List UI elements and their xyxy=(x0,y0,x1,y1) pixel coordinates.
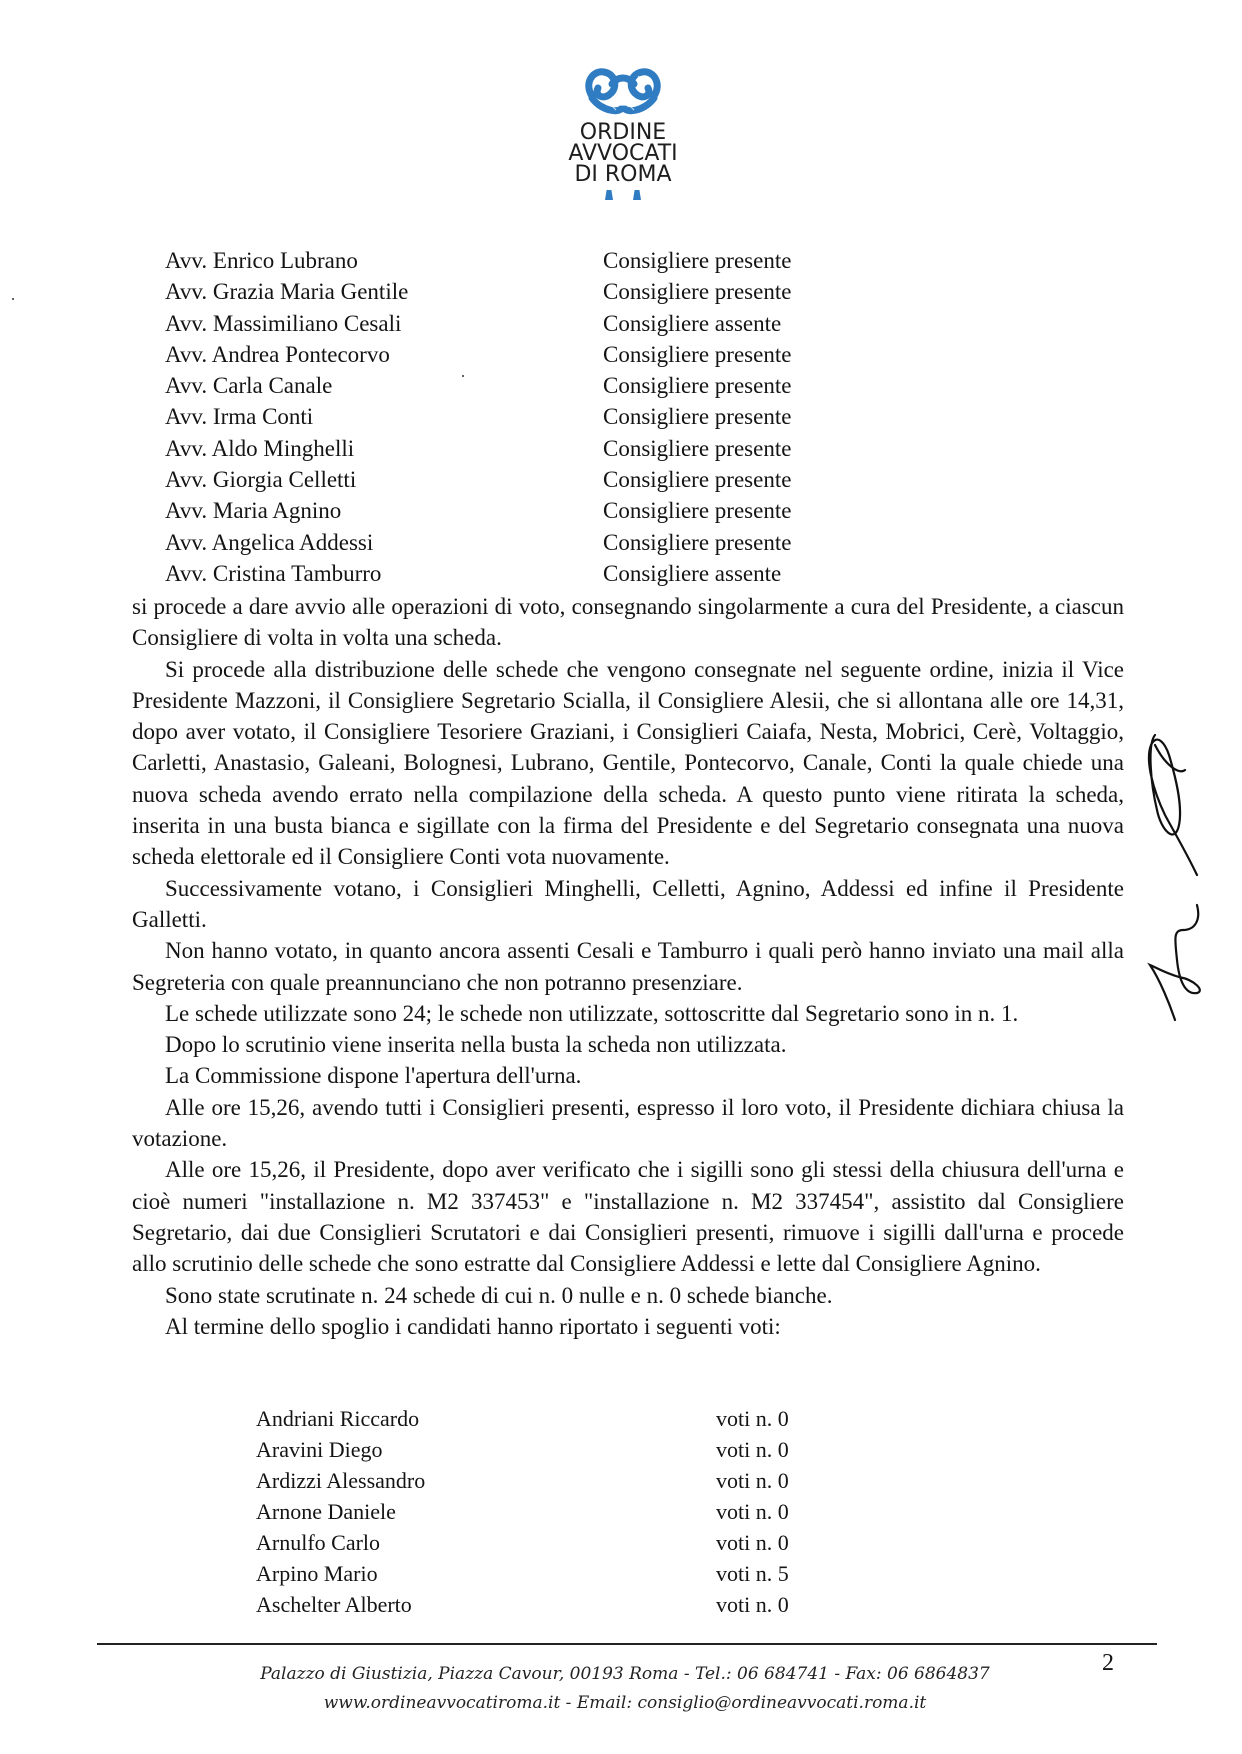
attendance-row xyxy=(165,339,865,370)
vote-count: voti n. 5 xyxy=(716,1561,789,1586)
footer-contact: www.ordineavvocatiroma.it - Email: consiglio@ordineavvocati.roma.it xyxy=(323,1693,927,1713)
minutes-body xyxy=(132,591,1124,1342)
attendance-row xyxy=(165,245,865,276)
paragraph-scrutiny: Alle ore 15,26, il Presidente, dopo aver verificato che i sigilli sono gli stessi della chiusura dell'urna e cioè numeri "installazione n. M2 337453" e "installazione n. M2 337454", assistito dal Consigliere Segretario, dai due Consiglieri Scrutatori e dai Consiglieri presenti, rimuove i sigilli dall'urna e procede allo scrutinio delle schede che sono estratte dal Consigliere Addessi e lette dal Consigliere Agnino. xyxy=(132,1157,1124,1277)
vote-row xyxy=(256,1465,856,1496)
paragraph-urn-opening: La Commissione dispone l'apertura dell'urna. xyxy=(165,1063,582,1089)
logo-text xyxy=(553,122,693,185)
knot-emblem-icon xyxy=(582,66,664,118)
paragraph-subsequent-votes: Successivamente votano, i Consiglieri Minghelli, Celletti, Agnino, Addessi ed infine il Presidente Galletti. xyxy=(132,875,1124,932)
attendance-row xyxy=(165,558,865,589)
scan-speck xyxy=(12,298,14,300)
councillor-name: Avv. Andrea Pontecorvo xyxy=(165,341,390,367)
page-number: 2 xyxy=(1102,1650,1114,1676)
councillor-name: Avv. Cristina Tamburro xyxy=(165,560,382,586)
attendance-status: Consigliere presente xyxy=(603,279,792,305)
councillor-name: Avv. Enrico Lubrano xyxy=(165,248,358,273)
footer xyxy=(200,1660,1050,1718)
attendance-row xyxy=(165,495,865,526)
attendance-status: Consigliere presente xyxy=(603,529,792,555)
candidate-name: Aravini Diego xyxy=(256,1437,383,1462)
vote-count: voti n. 0 xyxy=(716,1530,789,1555)
vote-row xyxy=(256,1527,856,1558)
candidate-name: Andriani Riccardo xyxy=(256,1406,420,1431)
candidate-name: Aschelter Alberto xyxy=(256,1592,412,1617)
vote-count: voti n. 0 xyxy=(716,1592,789,1617)
footer-address: Palazzo di Giustizia, Piazza Cavour, 00193 Roma - Tel.: 06 684741 - Fax: 06 6864837 xyxy=(260,1664,990,1684)
councillor-name: Avv. Maria Agnino xyxy=(165,498,342,524)
attendance-row xyxy=(165,401,865,432)
councillor-name: Avv. Massimiliano Cesali xyxy=(165,310,402,336)
paragraph-unused-ballot: Dopo lo scrutinio viene inserita nella busta la scheda non utilizzata. xyxy=(165,1032,787,1058)
margin-signatures xyxy=(1135,715,1215,1030)
attendance-row xyxy=(165,527,865,558)
paragraph-results-intro: Al termine dello spoglio i candidati hanno riportato i seguenti voti: xyxy=(165,1313,781,1339)
candidate-name: Arnulfo Carlo xyxy=(256,1530,381,1555)
vote-row xyxy=(256,1558,856,1589)
logo-line-2: AVVOCATI xyxy=(568,141,678,166)
paragraph-ballot-distribution: Si procede alla distribuzione delle schede che vengono consegnate nel seguente ordine, inizia il Vice Presidente Mazzoni, il Consigliere Segretario Scialla, il Consigliere Alesii, che si allontana alle ore 14,31, dopo aver votato, il Consigliere Tesoriere Graziani, i Consiglieri Caiafa, Nesta, Mobrici, Cerè, Voltaggio, Carletti, Anastasio, Galeani, Bolognesi, Lubrano, Gentile, Pontecorvo, Canale, Conti la quale chiede una nuova scheda avendo errato nella compilazione della scheda. A questo punto viene ritirata la scheda, inserita in una busta bianca e sigillate con la firma del Presidente e del Segretario consegnata una nuova scheda elettorale ed il Consigliere Conti vota nuovamente. xyxy=(132,656,1124,870)
attendance-status: Consigliere presente xyxy=(603,248,792,273)
paragraph-ballots-used: Le schede utilizzate sono 24; le schede non utilizzate, sottoscritte dal Segretario sono in n. 1. xyxy=(165,1000,1019,1026)
councillor-name: Avv. Aldo Minghelli xyxy=(165,435,355,461)
vote-results-list xyxy=(256,1403,856,1620)
attendance-list xyxy=(165,245,865,589)
logo-feet-icon xyxy=(553,190,693,200)
vote-count: voti n. 0 xyxy=(716,1437,789,1462)
attendance-row xyxy=(165,433,865,464)
attendance-row xyxy=(165,308,865,339)
councillor-name: Avv. Angelica Addessi xyxy=(165,529,374,555)
councillor-name: Avv. Grazia Maria Gentile xyxy=(165,279,409,305)
vote-row xyxy=(256,1589,856,1620)
attendance-status: Consigliere presente xyxy=(603,404,792,430)
footer-divider xyxy=(97,1643,1157,1645)
attendance-row xyxy=(165,464,865,495)
vote-count: voti n. 0 xyxy=(716,1468,789,1493)
attendance-status: Consigliere assente xyxy=(603,310,782,336)
vote-count: voti n. 0 xyxy=(716,1499,789,1524)
candidate-name: Ardizzi Alessandro xyxy=(256,1468,426,1493)
attendance-status: Consigliere presente xyxy=(603,373,792,399)
councillor-name: Avv. Giorgia Celletti xyxy=(165,467,357,493)
logo-line-3: DI ROMA xyxy=(574,162,672,187)
ordine-avvocati-logo xyxy=(553,66,693,200)
attendance-status: Consigliere presente xyxy=(603,341,792,367)
candidate-name: Arnone Daniele xyxy=(256,1499,396,1524)
paragraph-voting-start: si procede a dare avvio alle operazioni di voto, consegnando singolarmente a cura del Presidente, a ciascun Consigliere di volta in volta una scheda. xyxy=(132,594,1124,651)
paragraph-ballots-counted: Sono state scrutinate n. 24 schede di cui n. 0 nulle e n. 0 schede bianche. xyxy=(165,1282,833,1308)
councillor-name: Avv. Carla Canale xyxy=(165,373,333,399)
paragraph-voting-closed: Alle ore 15,26, avendo tutti i Consiglieri presenti, espresso il loro voto, il Presidente dichiara chiusa la votazione. xyxy=(132,1094,1124,1152)
attendance-row xyxy=(165,370,865,401)
attendance-status: Consigliere presente xyxy=(603,435,792,461)
candidate-name: Arpino Mario xyxy=(256,1561,378,1586)
vote-count: voti n. 0 xyxy=(716,1406,789,1431)
vote-row xyxy=(256,1434,856,1465)
attendance-status: Consigliere presente xyxy=(603,498,792,524)
vote-row xyxy=(256,1496,856,1527)
attendance-status: Consigliere presente xyxy=(603,467,792,493)
attendance-row xyxy=(165,276,865,307)
paragraph-absentees: Non hanno votato, in quanto ancora assenti Cesali e Tamburro i quali però hanno inviato una mail alla Segreteria con quale preannunciano che non potranno presenziare. xyxy=(132,938,1124,995)
logo-line-1: ORDINE xyxy=(579,120,667,145)
attendance-status: Consigliere assente xyxy=(603,560,782,586)
vote-row xyxy=(256,1403,856,1434)
councillor-name: Avv. Irma Conti xyxy=(165,404,314,430)
signature-icon xyxy=(1135,715,1215,1025)
